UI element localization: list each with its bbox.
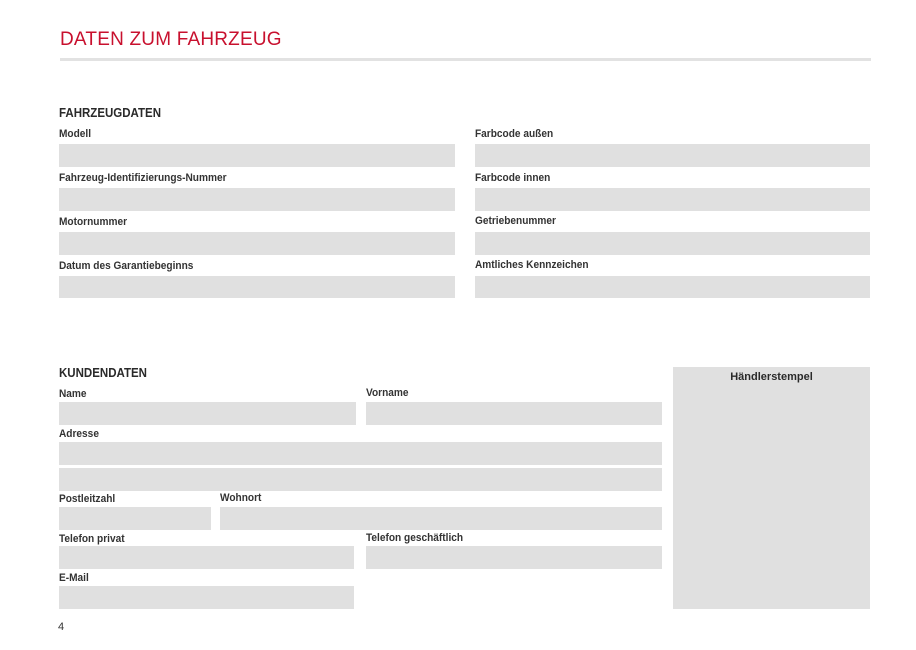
title-divider bbox=[60, 58, 871, 61]
name-label: Name bbox=[59, 388, 87, 400]
license-plate-label: Amtliches Kennzeichen bbox=[475, 259, 589, 271]
page-title: DATEN ZUM FAHRZEUG bbox=[60, 29, 282, 50]
email-label: E-Mail bbox=[59, 572, 89, 584]
page-number: 4 bbox=[58, 621, 65, 633]
phone-private-label: Telefon privat bbox=[59, 533, 125, 545]
address-input-line-1[interactable] bbox=[59, 442, 662, 465]
dealer-stamp-area bbox=[673, 367, 870, 609]
license-plate-input[interactable] bbox=[475, 276, 870, 298]
phone-business-input[interactable] bbox=[366, 546, 662, 569]
phone-business-label: Telefon geschäftlich bbox=[366, 532, 464, 544]
engine-number-input[interactable] bbox=[59, 232, 455, 255]
city-input[interactable] bbox=[220, 507, 662, 530]
vin-label: Fahrzeug-Identifizierungs-Nummer bbox=[59, 172, 227, 184]
color-code-inside-input[interactable] bbox=[475, 188, 870, 211]
address-label: Adresse bbox=[59, 428, 99, 440]
engine-number-label: Motornummer bbox=[59, 216, 128, 228]
postal-code-input[interactable] bbox=[59, 507, 211, 530]
gearbox-number-input[interactable] bbox=[475, 232, 870, 255]
color-code-outside-input[interactable] bbox=[475, 144, 870, 167]
color-code-inside-label: Farbcode innen bbox=[475, 172, 551, 184]
vehicle-section-heading: FAHRZEUGDATEN bbox=[59, 106, 162, 120]
gearbox-number-label: Getriebenummer bbox=[475, 215, 556, 227]
vin-input[interactable] bbox=[59, 188, 455, 211]
name-input[interactable] bbox=[59, 402, 356, 425]
model-input[interactable] bbox=[59, 144, 455, 167]
email-input[interactable] bbox=[59, 586, 354, 609]
dealer-stamp-label: Händlerstempel bbox=[730, 371, 813, 383]
first-name-label: Vorname bbox=[366, 387, 409, 399]
customer-section-heading: KUNDENDATEN bbox=[59, 366, 147, 380]
color-code-outside-label: Farbcode außen bbox=[475, 128, 554, 140]
model-label: Modell bbox=[59, 128, 92, 140]
first-name-input[interactable] bbox=[366, 402, 662, 425]
warranty-start-label: Datum des Garantiebeginns bbox=[59, 260, 194, 272]
phone-private-input[interactable] bbox=[59, 546, 354, 569]
postal-code-label: Postleitzahl bbox=[59, 493, 116, 505]
city-label: Wohnort bbox=[220, 492, 262, 504]
address-input-line-2[interactable] bbox=[59, 468, 662, 491]
warranty-start-input[interactable] bbox=[59, 276, 455, 298]
